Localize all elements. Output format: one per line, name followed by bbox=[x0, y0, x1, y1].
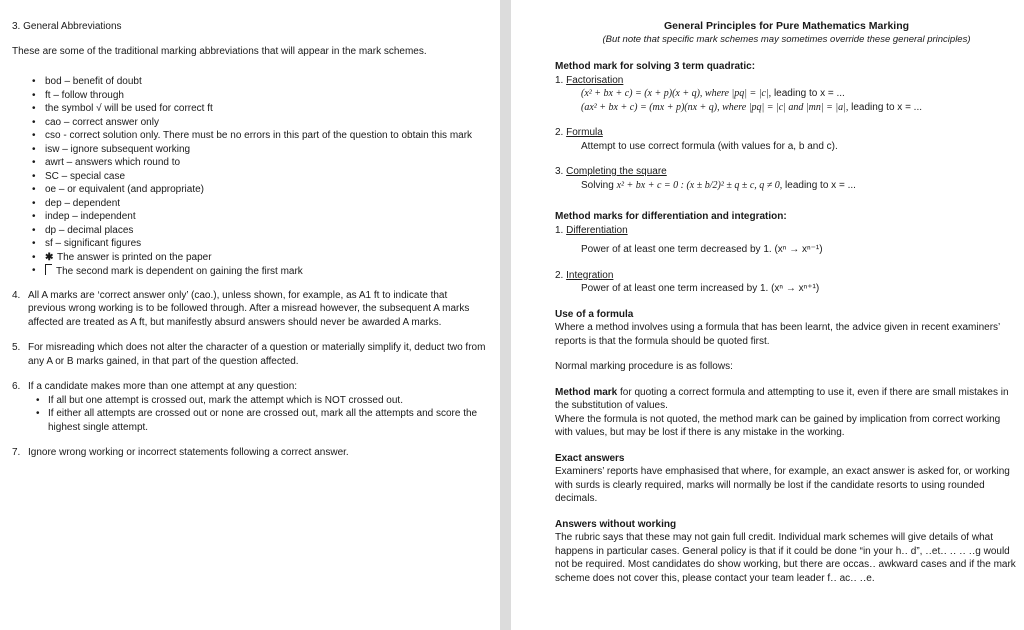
factorisation-line-1: (x² + bx + c) = (x + p)(x + q), where |pq| = |c|, leading to x = ... bbox=[581, 88, 845, 99]
no-working-section bbox=[555, 518, 1018, 586]
list-item: • awrt – answers which round to bbox=[32, 157, 181, 168]
right-page bbox=[511, 0, 1024, 630]
factorisation-label: Factorisation bbox=[566, 74, 624, 86]
list-item: • dp – decimal places bbox=[32, 224, 134, 236]
formula-label: Formula bbox=[566, 127, 603, 138]
list-item: • If either all attempts are crossed out or none are crossed out, mark all the attempts and score the highest single attempt. bbox=[36, 408, 478, 433]
quadratic-heading: Method mark for solving 3 term quadratic: bbox=[555, 61, 756, 72]
list-item: • isw – ignore subsequent working bbox=[32, 143, 191, 155]
use-of-formula-text: Where a method involves using a formula that has been learnt, the advice given in recent examiners’ reports is that the formula should be quoted first. bbox=[555, 322, 1000, 347]
item-4: 4. All A marks are ‘correct answer only’ (cao.), unless shown, for example, as A1 ft to indicate that previous wrong working is to be followed through. After a misread however, the subsequent A marks affected are treated as A ft, but manifestly absurd answers should never be awarded A marks. bbox=[12, 289, 470, 328]
differentiation-label: Differentiation bbox=[566, 224, 628, 236]
calculus-heading: Method marks for differentiation and integration: bbox=[555, 211, 787, 222]
exact-answers-heading: Exact answers bbox=[555, 452, 625, 464]
list-item: • SC – special case bbox=[32, 170, 126, 182]
bracket-icon bbox=[45, 264, 52, 275]
list-item: • indep – independent bbox=[32, 211, 136, 222]
list-item-star-symbol: • ✱ The answer is printed on the paper bbox=[32, 251, 212, 263]
completing-square-label: Completing the square bbox=[566, 166, 667, 177]
list-item: • ft – follow through bbox=[32, 89, 124, 101]
not-quoted-text: Where the formula is not quoted, the method mark can be gained by implication from correct working with values, but may be lost if there is any mistake in the working. bbox=[555, 413, 1001, 438]
list-item: • cso - correct solution only. There must be no errors in this part of the question to obtain this mark bbox=[32, 130, 473, 141]
page-subtitle: (But note that specific mark schemes may sometimes override these general principles) bbox=[602, 34, 971, 45]
item-5: 5. For misreading which does not alter the character of a question or materially simplify it, deduct two from any A or B marks gained, in that part of the question affected. bbox=[12, 342, 486, 367]
list-item: • oe – or equivalent (and appropriate) bbox=[32, 184, 204, 195]
list-item: • bod – benefit of doubt bbox=[32, 76, 142, 87]
calculus-section: Method marks for differentiation and integration: 1. Differentiation Power of at least one term decreased by 1. (xⁿ → xⁿ⁻¹) 2. Integration Power of at least one term increased by 1. (xⁿ → xⁿ⁺¹) bbox=[555, 210, 1018, 296]
list-item-bracket-symbol: • The second mark is dependent on gaining the first mark bbox=[32, 265, 303, 277]
list-item: • If all but one attempt is crossed out, mark the attempt which is NOT crossed out. bbox=[36, 394, 403, 406]
abbreviations-intro: These are some of the traditional marking abbreviations that will appear in the mark schemes. bbox=[12, 45, 427, 57]
no-working-heading: Answers without working bbox=[555, 518, 677, 530]
method-mark-section: Method mark for quoting a correct formula and attempting to use it, even if there are small mistakes in the substitution of values. Where the formula is not quoted, the method mark can be gained by implication from correct working with values, but may be lost if there is any mistake in the working. bbox=[555, 386, 1018, 440]
use-of-formula-section bbox=[555, 308, 1018, 349]
left-page bbox=[0, 0, 500, 630]
page-gutter bbox=[500, 0, 511, 630]
differentiation-text: Power of at least one term decreased by 1. (xⁿ → xⁿ⁻¹) bbox=[581, 244, 823, 255]
star-icon: ✱ bbox=[45, 251, 54, 263]
list-item: • cao – correct answer only bbox=[32, 116, 159, 128]
item-6-bullets bbox=[28, 394, 486, 435]
exact-answers-section bbox=[555, 452, 1018, 506]
exact-answers-text: Examiners’ reports have emphasised that where, for example, an exact answer is asked for, or working with surds is clearly required, marks will normally be lost if the candidate resorts to using rounded decimals. bbox=[555, 466, 1010, 504]
formula-text: Attempt to use correct formula (with values for a, b and c). bbox=[581, 140, 838, 152]
normal-procedure-text: Normal marking procedure is as follows: bbox=[555, 361, 733, 372]
factorisation-line-2: (ax² + bx + c) = (mx + p)(nx + q), where |pq| = |c| and |mn| = |a|, leading to x = ... bbox=[581, 101, 923, 113]
quadratic-section: Method mark for solving 3 term quadratic: 1. Factorisation (x² + bx + c) = (x + p)(x + q), where |pq| = |c|, leading to x = ... (ax² + bx + c) = (mx + p)(nx + q), where |pq| = |c| and |mn| = |a|, leading to x = ... 2. Formula Attempt to use correct formula (with values for a, b and c). 3. Completing the square Solving x² + bx + c = 0 : (x ± b/2)² ± q ± c, q ≠ 0, leading to x = ... bbox=[555, 60, 1018, 192]
list-item: • the symbol √ will be used for correct ft bbox=[32, 103, 213, 114]
no-working-text: The rubric says that these may not gain full credit. Individual mark schemes will give details of what happens in particular cases. General policy is that if it could be done “in your h‥ d”, ‥et‥ ‥ ‥ ‥g would not be required. Most candidates do show working, but there are occas‥ awkward cases and if the mark scheme does not cover this, please contact your team leader f‥ ac‥ ‥e. bbox=[555, 532, 1016, 584]
completing-square-line: Solving x² + bx + c = 0 : (x ± b/2)² ± q ± c, q ≠ 0, leading to x = ... bbox=[581, 179, 856, 191]
item-6: 6. If a candidate makes more than one attempt at any question: • If all but one attempt is crossed out, mark the attempt which is NOT crossed out. • If either all attempts are crossed out or none are crossed out, mark all the attempts and score the highest single attempt. bbox=[12, 380, 486, 434]
use-of-formula-heading: Use of a formula bbox=[555, 308, 634, 320]
list-item: • sf – significant figures bbox=[32, 238, 142, 249]
section-3-heading: 3. General Abbreviations bbox=[12, 21, 122, 32]
list-item: • dep – dependent bbox=[32, 197, 121, 209]
method-mark-label: Method mark bbox=[555, 386, 618, 398]
item-7: 7. Ignore wrong working or incorrect statements following a correct answer. bbox=[12, 447, 349, 458]
integration-label: Integration bbox=[566, 269, 614, 281]
abbreviations-list bbox=[12, 75, 486, 279]
integration-text: Power of at least one term increased by 1. (xⁿ → xⁿ⁺¹) bbox=[581, 283, 820, 294]
page-title: General Principles for Pure Mathematics Marking bbox=[663, 20, 910, 32]
